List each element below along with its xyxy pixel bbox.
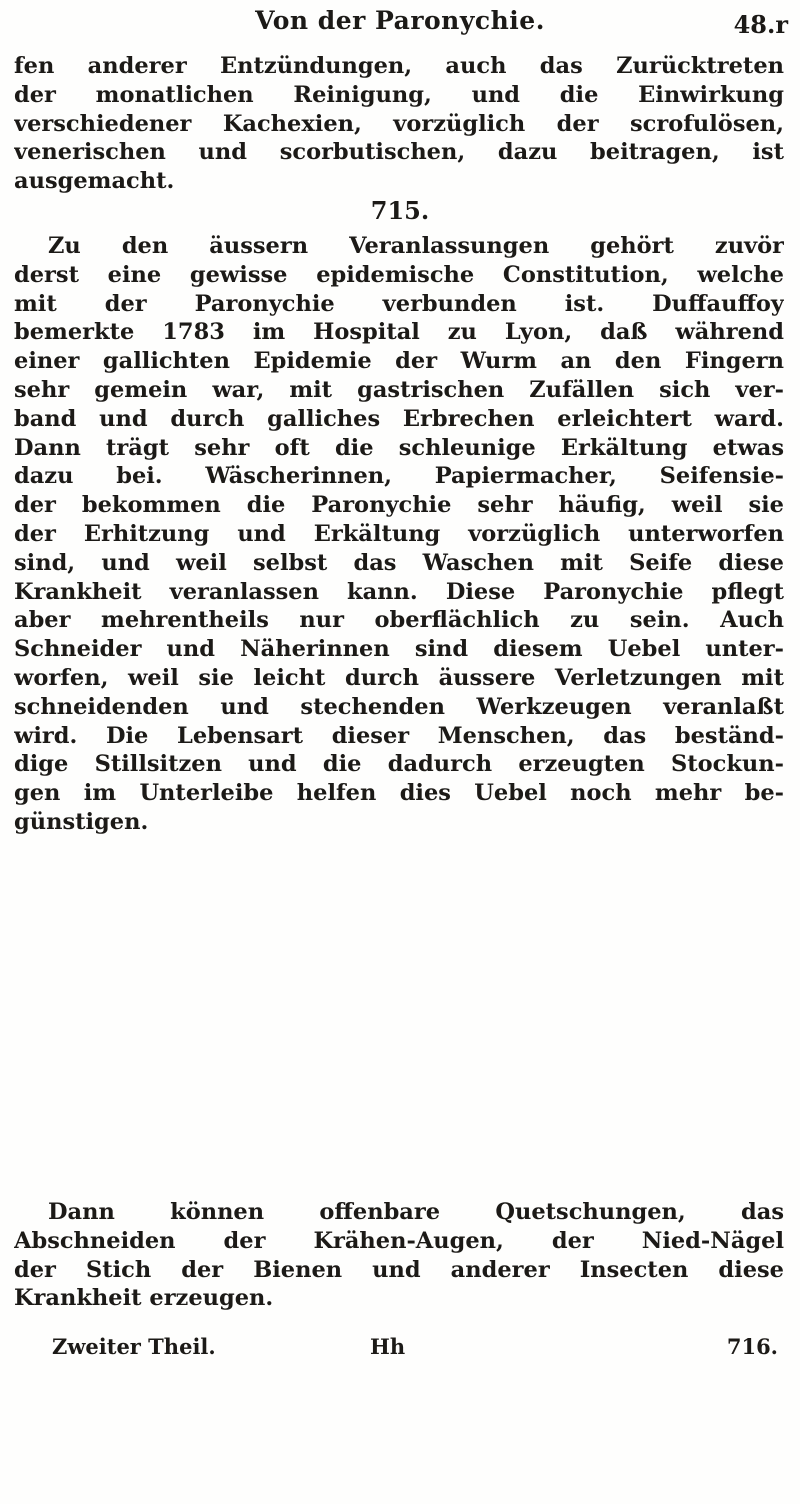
page-footer	[0, 1334, 800, 1374]
text-line: worfen, weil sie leicht durch äussere Verletzungen mit	[14, 664, 784, 691]
text-line: Schneider und Näherinnen sind diesem Uebel unter-	[14, 636, 784, 663]
text-line: einer gallichten Epidemie der Wurm an den Fingern	[14, 348, 784, 375]
text-line: derst eine gewisse epidemische Constitution, welche	[14, 261, 784, 288]
text-line: aber mehrentheils nur oberflächlich zu sein. Auch	[14, 607, 784, 634]
text-line: Dann trägt sehr oft die schleunige Erkältung etwas	[14, 434, 784, 461]
text-line: sehr gemein war, mit gastrischen Zufällen sich ver-	[14, 376, 784, 403]
text-line: Dann können offenbare Quetschungen, das	[48, 1199, 784, 1225]
text-line: Krankheit erzeugen.	[14, 1285, 274, 1312]
text-line: venerischen und scorbutischen, dazu beitragen, ist	[14, 139, 784, 166]
running-title: Von der Paronychie.	[255, 6, 545, 35]
text-line: sind, und weil selbst das Waschen mit Seife diese	[14, 549, 784, 576]
signature-line: Zweiter Theil.	[52, 1334, 216, 1359]
text-line: Zu den äussern Veranlassungen gehört zuvör	[48, 233, 784, 259]
text-line: ausgemacht.	[14, 168, 175, 195]
text-line: wird. Die Lebensart dieser Menschen, das beständ-	[14, 722, 784, 749]
text-line: gen im Unterleibe helfen dies Uebel noch mehr be-	[14, 780, 784, 807]
text-line: schneidenden und stechenden Werkzeugen veranlaßt	[14, 693, 784, 720]
text-line: dige Stillsitzen und die dadurch erzeugten Stockun-	[14, 751, 784, 778]
text-line: dazu bei. Wäscherinnen, Papiermacher, Seifensie-	[14, 463, 784, 490]
text-line: verschiedener Kachexien, vorzüglich der scrofulösen,	[14, 110, 784, 137]
section-number: 715.	[370, 196, 430, 225]
paragraph-2	[14, 232, 784, 837]
running-head	[0, 6, 800, 46]
text-line: Abschneiden der Krähen-Augen, der Nied-Nägel	[14, 1227, 784, 1254]
text-line: band und durch galliches Erbrechen erleichtert ward.	[14, 405, 784, 432]
text-line: der bekommen die Paronychie sehr häufig, weil sie	[14, 492, 784, 519]
catchword: 716.	[726, 1334, 778, 1359]
paragraph-1	[14, 52, 784, 196]
text-line: Krankheit veranlassen kann. Diese Paronychie pflegt	[14, 578, 784, 605]
text-line: der Stich der Bienen und anderer Insecten diese	[14, 1256, 784, 1283]
text-line: bemerkte 1783 im Hospital zu Lyon, daß während	[14, 319, 784, 346]
gathering-mark: Hh	[370, 1334, 406, 1359]
text-line: der Erhitzung und Erkältung vorzüglich unterworfen	[14, 520, 784, 547]
paragraph-3	[14, 1198, 784, 1313]
text-line: günstigen.	[14, 808, 149, 835]
page-number: 48.r	[733, 10, 788, 39]
text-line: der monatlichen Reinigung, und die Einwirkung	[14, 81, 784, 108]
text-line: fen anderer Entzündungen, auch das Zurücktreten	[14, 53, 784, 79]
text-line: mit der Paronychie verbunden ist. Duffauffoy	[14, 290, 784, 317]
